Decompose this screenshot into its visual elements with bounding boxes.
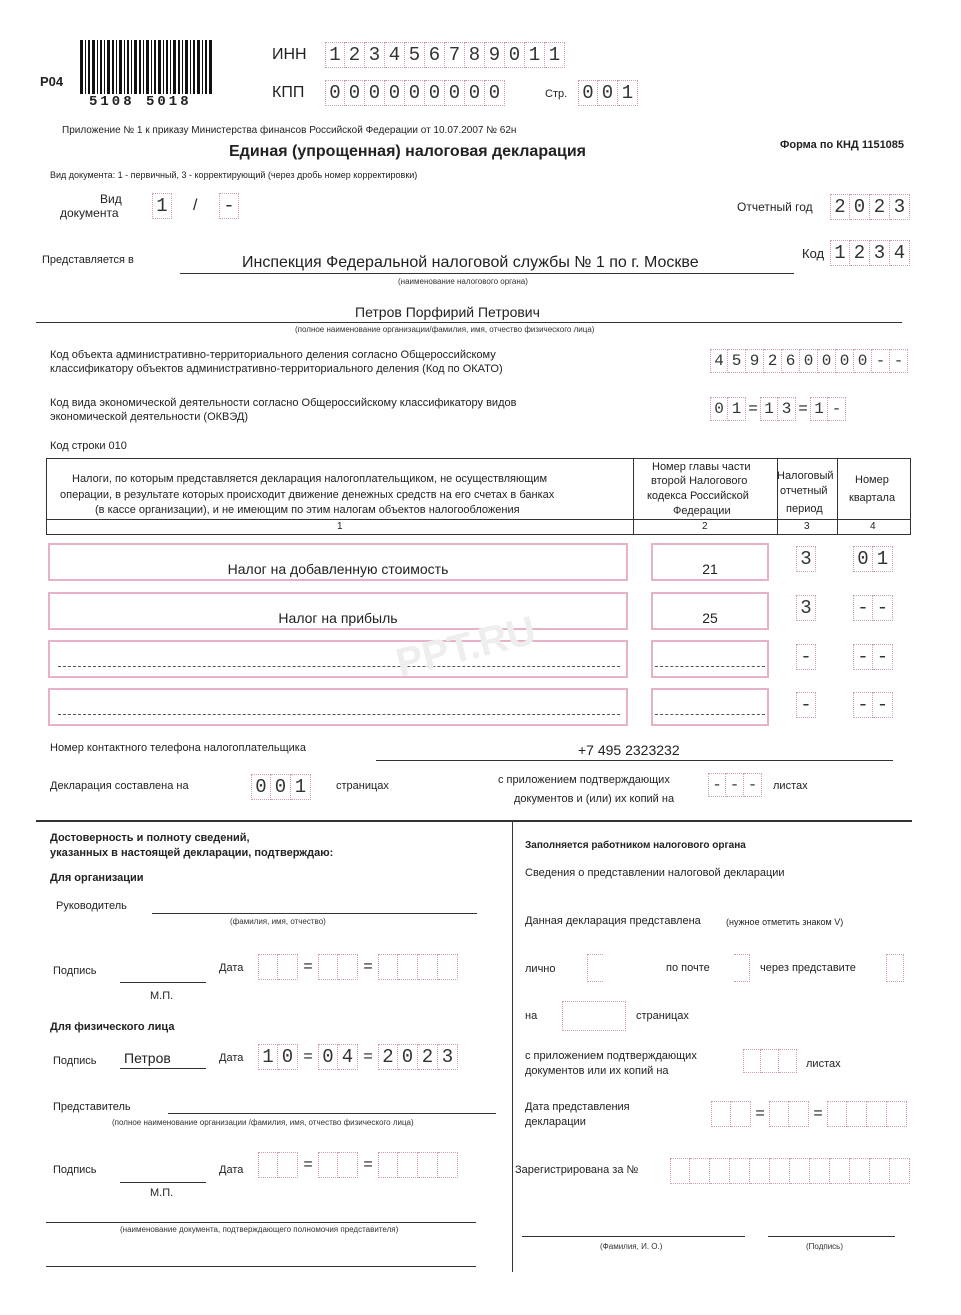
okved-cells[interactable] [710, 397, 846, 421]
date-digit: 0 [398, 1044, 418, 1070]
page-code: Р04 [40, 74, 64, 89]
col3-header: Налоговый [777, 470, 834, 482]
inn-digit: 9 [485, 42, 505, 68]
pages-cells[interactable] [251, 774, 311, 800]
doc-type-value: 1 [152, 193, 172, 219]
pages-digit: 1 [291, 774, 311, 800]
stamp-label: М.П. [150, 990, 174, 1002]
by-mail-label: по почте [666, 962, 710, 974]
date-separator: = [363, 1048, 373, 1065]
chapter-field[interactable] [651, 640, 769, 678]
doc-caption: (наименование документа, подтверждающего полномочия представителя) [120, 1225, 399, 1234]
chapter-field[interactable] [651, 543, 769, 581]
kpp-digit: 0 [485, 80, 505, 106]
authority-code-cells[interactable] [830, 240, 910, 266]
okved-separator: = [798, 400, 808, 417]
office-attach-label: документов или их копий на [525, 1065, 669, 1077]
doc-type-cell[interactable] [152, 193, 172, 219]
office-fio-caption: (Фамилия, И. О.) [600, 1242, 663, 1251]
col3-header: период [786, 503, 823, 515]
sign-label: Подпись [53, 965, 97, 977]
attach-digit: - [708, 773, 726, 797]
page-digit: 0 [578, 80, 598, 106]
person-date-cells[interactable] [258, 1044, 458, 1070]
date-digit: 1 [258, 1044, 278, 1070]
org-date-cells[interactable] [258, 954, 458, 980]
phone-label: Номер контактного телефона налогоплательщика [50, 742, 306, 754]
period-cell[interactable] [796, 644, 816, 670]
date-label: Дата [219, 962, 244, 974]
phone-value[interactable]: +7 495 2323232 [578, 742, 680, 758]
year-digit: 2 [830, 194, 850, 220]
attachments-label: документов и (или) их копий на [514, 793, 675, 805]
report-year-cells[interactable] [830, 194, 910, 220]
date-digit: 2 [418, 1044, 438, 1070]
okved-digit: 1 [810, 397, 828, 421]
col2-header: Номер главы части [652, 461, 751, 473]
quarter-digit: - [853, 644, 873, 670]
barcode-icon [80, 40, 212, 94]
document-title: Единая (упрощенная) налоговая декларация [229, 143, 586, 160]
attachments-label: с приложением подтверждающих [498, 774, 670, 786]
okato-digit: 9 [746, 349, 764, 373]
rep-caption: (полное наименование организации /фамилия, имя, отчество физического лица) [112, 1118, 414, 1127]
okved-digit: 1 [760, 397, 778, 421]
kpp-digit: 0 [325, 80, 345, 106]
doc-type-label: документа [60, 206, 119, 220]
period-value: - [796, 644, 816, 670]
okato-digit: 0 [854, 349, 872, 373]
registered-label: Зарегистрирована за № [515, 1164, 639, 1176]
tax-name-field[interactable] [48, 688, 628, 726]
person-signature[interactable]: Петров [124, 1050, 171, 1066]
col2-header: второй Налогового [651, 475, 748, 487]
appendix-note: Приложение № 1 к приказу Министерства финансов Российской Федерации от 10.07.2007 № 62н [62, 125, 517, 136]
col2-header: кодекса Российской [647, 490, 749, 502]
inn-digit: 8 [465, 42, 485, 68]
date-separator: = [813, 1105, 823, 1122]
confirm-heading: Достоверность и полноту сведений, [50, 832, 250, 844]
date-separator: = [303, 1048, 313, 1065]
date-digit: 3 [438, 1044, 458, 1070]
okved-digit: 1 [728, 397, 746, 421]
period-value: - [796, 692, 816, 718]
inn-digit: 1 [525, 42, 545, 68]
kpp-digit: 0 [405, 80, 425, 106]
code-digit: 3 [870, 240, 890, 266]
quarter-digit: - [873, 595, 893, 621]
okato-label: Код объекта административно-территориального деления согласно Общероссийскому [50, 349, 496, 361]
date-separator: = [303, 1156, 313, 1173]
kpp-label: КПП [272, 84, 305, 101]
confirm-heading: указанных в настоящей декларации, подтверждаю: [50, 847, 334, 859]
on-label: на [525, 1010, 538, 1022]
col4-header: квартала [849, 492, 896, 504]
correction-value: - [219, 193, 239, 219]
tax-name: Налог на добавленную стоимость [227, 561, 449, 577]
office-sign-caption: (Подпись) [806, 1242, 843, 1251]
head-label: Руководитель [56, 900, 127, 912]
period-cell[interactable] [796, 546, 816, 572]
col-number: 1 [337, 521, 343, 532]
inn-digit: 1 [545, 42, 565, 68]
year-digit: 2 [870, 194, 890, 220]
pages-digit: 0 [271, 774, 291, 800]
inn-digit: 7 [445, 42, 465, 68]
chapter-field[interactable] [651, 592, 769, 630]
kpp-digit: 0 [445, 80, 465, 106]
attach-digit: - [744, 773, 762, 797]
col1-header: операции, в результате которых происходит движение денежных средств на его счетах в банках [60, 489, 555, 501]
inn-digit: 0 [505, 42, 525, 68]
attachment-cells[interactable] [708, 773, 762, 797]
okato-digit: 0 [836, 349, 854, 373]
okato-digit: 4 [710, 349, 728, 373]
office-attach-cells[interactable] [743, 1049, 797, 1073]
authority-label: Представляется в [42, 254, 134, 266]
year-digit: 0 [850, 194, 870, 220]
sign-label: Подпись [53, 1164, 97, 1176]
okved-separator: = [748, 400, 758, 417]
via-rep-checkbox[interactable] [886, 954, 904, 982]
stamp-label: М.П. [150, 1187, 174, 1199]
office-pages-word: страницах [636, 1010, 689, 1022]
date-digit: 4 [338, 1044, 358, 1070]
date-separator: = [303, 958, 313, 975]
period-cell[interactable] [796, 692, 816, 718]
okato-digit: 6 [782, 349, 800, 373]
doc-type-label: Вид [100, 192, 122, 206]
col3-header: отчетный [780, 485, 828, 497]
col-number: 4 [870, 521, 876, 532]
attach-digit: - [726, 773, 744, 797]
pages-label: Декларация составлена на [50, 780, 189, 792]
quarter-digit: - [873, 692, 893, 718]
inn-digit: 1 [325, 42, 345, 68]
kpp-digit: 0 [465, 80, 485, 106]
inn-digit: 4 [385, 42, 405, 68]
page-number-cells[interactable] [578, 80, 638, 106]
okato-digit: 2 [764, 349, 782, 373]
sign-label: Подпись [53, 1055, 97, 1067]
okato-digit: - [890, 349, 908, 373]
date-digit: 2 [378, 1044, 398, 1070]
office-info: Сведения о представлении налоговой декларации [525, 867, 785, 879]
kpp-digit: 0 [365, 80, 385, 106]
okved-label: Код вида экономической деятельности согласно Общероссийскому классификатору видов [50, 397, 517, 409]
office-date-label: декларации [525, 1116, 586, 1128]
taxpayer-caption: (полное наименование организации/фамилия, имя, отчество физического лица) [295, 325, 595, 334]
registration-number-cells[interactable] [670, 1158, 910, 1184]
rep-label: Представитель [53, 1101, 131, 1113]
col4-header: Номер [855, 474, 889, 486]
sheets-word: листах [773, 780, 808, 792]
office-attach-label: с приложением подтверждающих [525, 1050, 697, 1062]
inn-digit: 6 [425, 42, 445, 68]
doc-type-note: Вид документа: 1 - первичный, 3 - корректирующий (через дробь номер корректировки) [50, 170, 418, 180]
doc-type-correction[interactable] [219, 193, 239, 219]
kpp-digit: 0 [425, 80, 445, 106]
okved-digit: 0 [710, 397, 728, 421]
col1-header: (в кассе организации), и не имеющим по этим налогам объектов налогообложения [95, 504, 520, 516]
by-mail-checkbox[interactable] [734, 954, 750, 982]
in-person-label: лично [525, 963, 556, 975]
person-heading: Для физического лица [50, 1021, 175, 1033]
via-rep-label: через представите [760, 962, 856, 974]
quarter-digit: 1 [873, 546, 893, 572]
quarter-digit: - [873, 644, 893, 670]
chapter-number: 25 [702, 610, 718, 626]
authority-value[interactable]: Инспекция Федеральной налоговой службы № 1 по г. Москве [242, 254, 699, 271]
tax-name-field[interactable] [48, 592, 628, 630]
quarter-cells[interactable] [853, 692, 893, 718]
date-digit: 0 [278, 1044, 298, 1070]
page-digit: 0 [598, 80, 618, 106]
period-cell[interactable] [796, 595, 816, 621]
code-digit: 4 [890, 240, 910, 266]
taxpayer-name[interactable]: Петров Порфирий Петрович [355, 304, 540, 320]
inn-label: ИНН [272, 46, 307, 63]
kpp-digit: 0 [385, 80, 405, 106]
quarter-digit: - [853, 692, 873, 718]
doc-type-slash: / [193, 197, 198, 214]
okato-cells[interactable] [710, 349, 908, 373]
chapter-field[interactable] [651, 688, 769, 726]
quarter-digit: 0 [853, 546, 873, 572]
chapter-number: 21 [702, 561, 718, 577]
okato-label: классификатору объектов административно-территориального деления (Код по ОКАТО) [50, 363, 503, 375]
pages-word: страницах [336, 780, 389, 792]
watermark: PPT.RU [391, 608, 541, 686]
okato-digit: - [872, 349, 890, 373]
quarter-cells[interactable] [853, 644, 893, 670]
date-separator: = [755, 1105, 765, 1122]
okato-digit: 0 [800, 349, 818, 373]
submitted-note: (нужное отметить знаком V) [726, 917, 844, 927]
submitted-label: Данная декларация представлена [525, 915, 701, 927]
quarter-digit: - [853, 595, 873, 621]
period-value: 3 [796, 595, 816, 621]
authority-code-label: Код [802, 246, 825, 261]
quarter-cells[interactable] [853, 546, 893, 572]
tax-name-field[interactable] [48, 640, 628, 678]
office-date-label: Дата представления [525, 1101, 630, 1113]
office-sheets-word: листах [806, 1058, 841, 1070]
col-number: 3 [804, 521, 810, 532]
report-year-label: Отчетный год [737, 200, 813, 214]
date-separator: = [363, 1156, 373, 1173]
kpp-cells[interactable] [325, 80, 505, 106]
okato-digit: 0 [818, 349, 836, 373]
tax-name: Налог на прибыль [278, 610, 398, 626]
col-number: 2 [702, 521, 708, 532]
page-number-label: Стр. [545, 88, 568, 100]
inn-digit: 2 [345, 42, 365, 68]
pages-digit: 0 [251, 774, 271, 800]
tax-name-field[interactable] [48, 543, 628, 581]
okved-digit: - [828, 397, 846, 421]
okato-digit: 5 [728, 349, 746, 373]
date-digit: 0 [318, 1044, 338, 1070]
authority-caption: (наименование налогового органа) [398, 277, 528, 286]
office-heading: Заполняется работником налогового органа [525, 840, 746, 851]
inn-cells[interactable] [325, 42, 565, 68]
barcode-number: 5108 5018 [89, 94, 192, 110]
page-digit: 1 [618, 80, 638, 106]
inn-digit: 3 [365, 42, 385, 68]
in-person-checkbox[interactable] [587, 954, 603, 982]
office-pages-field[interactable] [562, 1001, 626, 1031]
code-digit: 2 [850, 240, 870, 266]
kpp-digit: 0 [345, 80, 365, 106]
okved-label: экономической деятельности (ОКВЭД) [50, 411, 249, 423]
rep-date-cells[interactable] [258, 1152, 458, 1178]
date-separator: = [363, 958, 373, 975]
office-date-cells[interactable] [711, 1101, 907, 1127]
quarter-cells[interactable] [853, 595, 893, 621]
period-value: 3 [796, 546, 816, 572]
date-label: Дата [219, 1052, 244, 1064]
fio-caption: (фамилия, имя, отчество) [230, 917, 326, 926]
row-code-label: Код строки 010 [50, 440, 127, 452]
org-heading: Для организации [50, 872, 144, 884]
inn-digit: 5 [405, 42, 425, 68]
okved-digit: 3 [778, 397, 796, 421]
col2-header: Федерации [673, 505, 731, 517]
code-digit: 1 [830, 240, 850, 266]
year-digit: 3 [890, 194, 910, 220]
form-code: Форма по КНД 1151085 [780, 139, 905, 151]
col1-header: Налоги, по которым представляется декларация налогоплательщиком, не осуществляющим [72, 473, 548, 485]
date-label: Дата [219, 1164, 244, 1176]
